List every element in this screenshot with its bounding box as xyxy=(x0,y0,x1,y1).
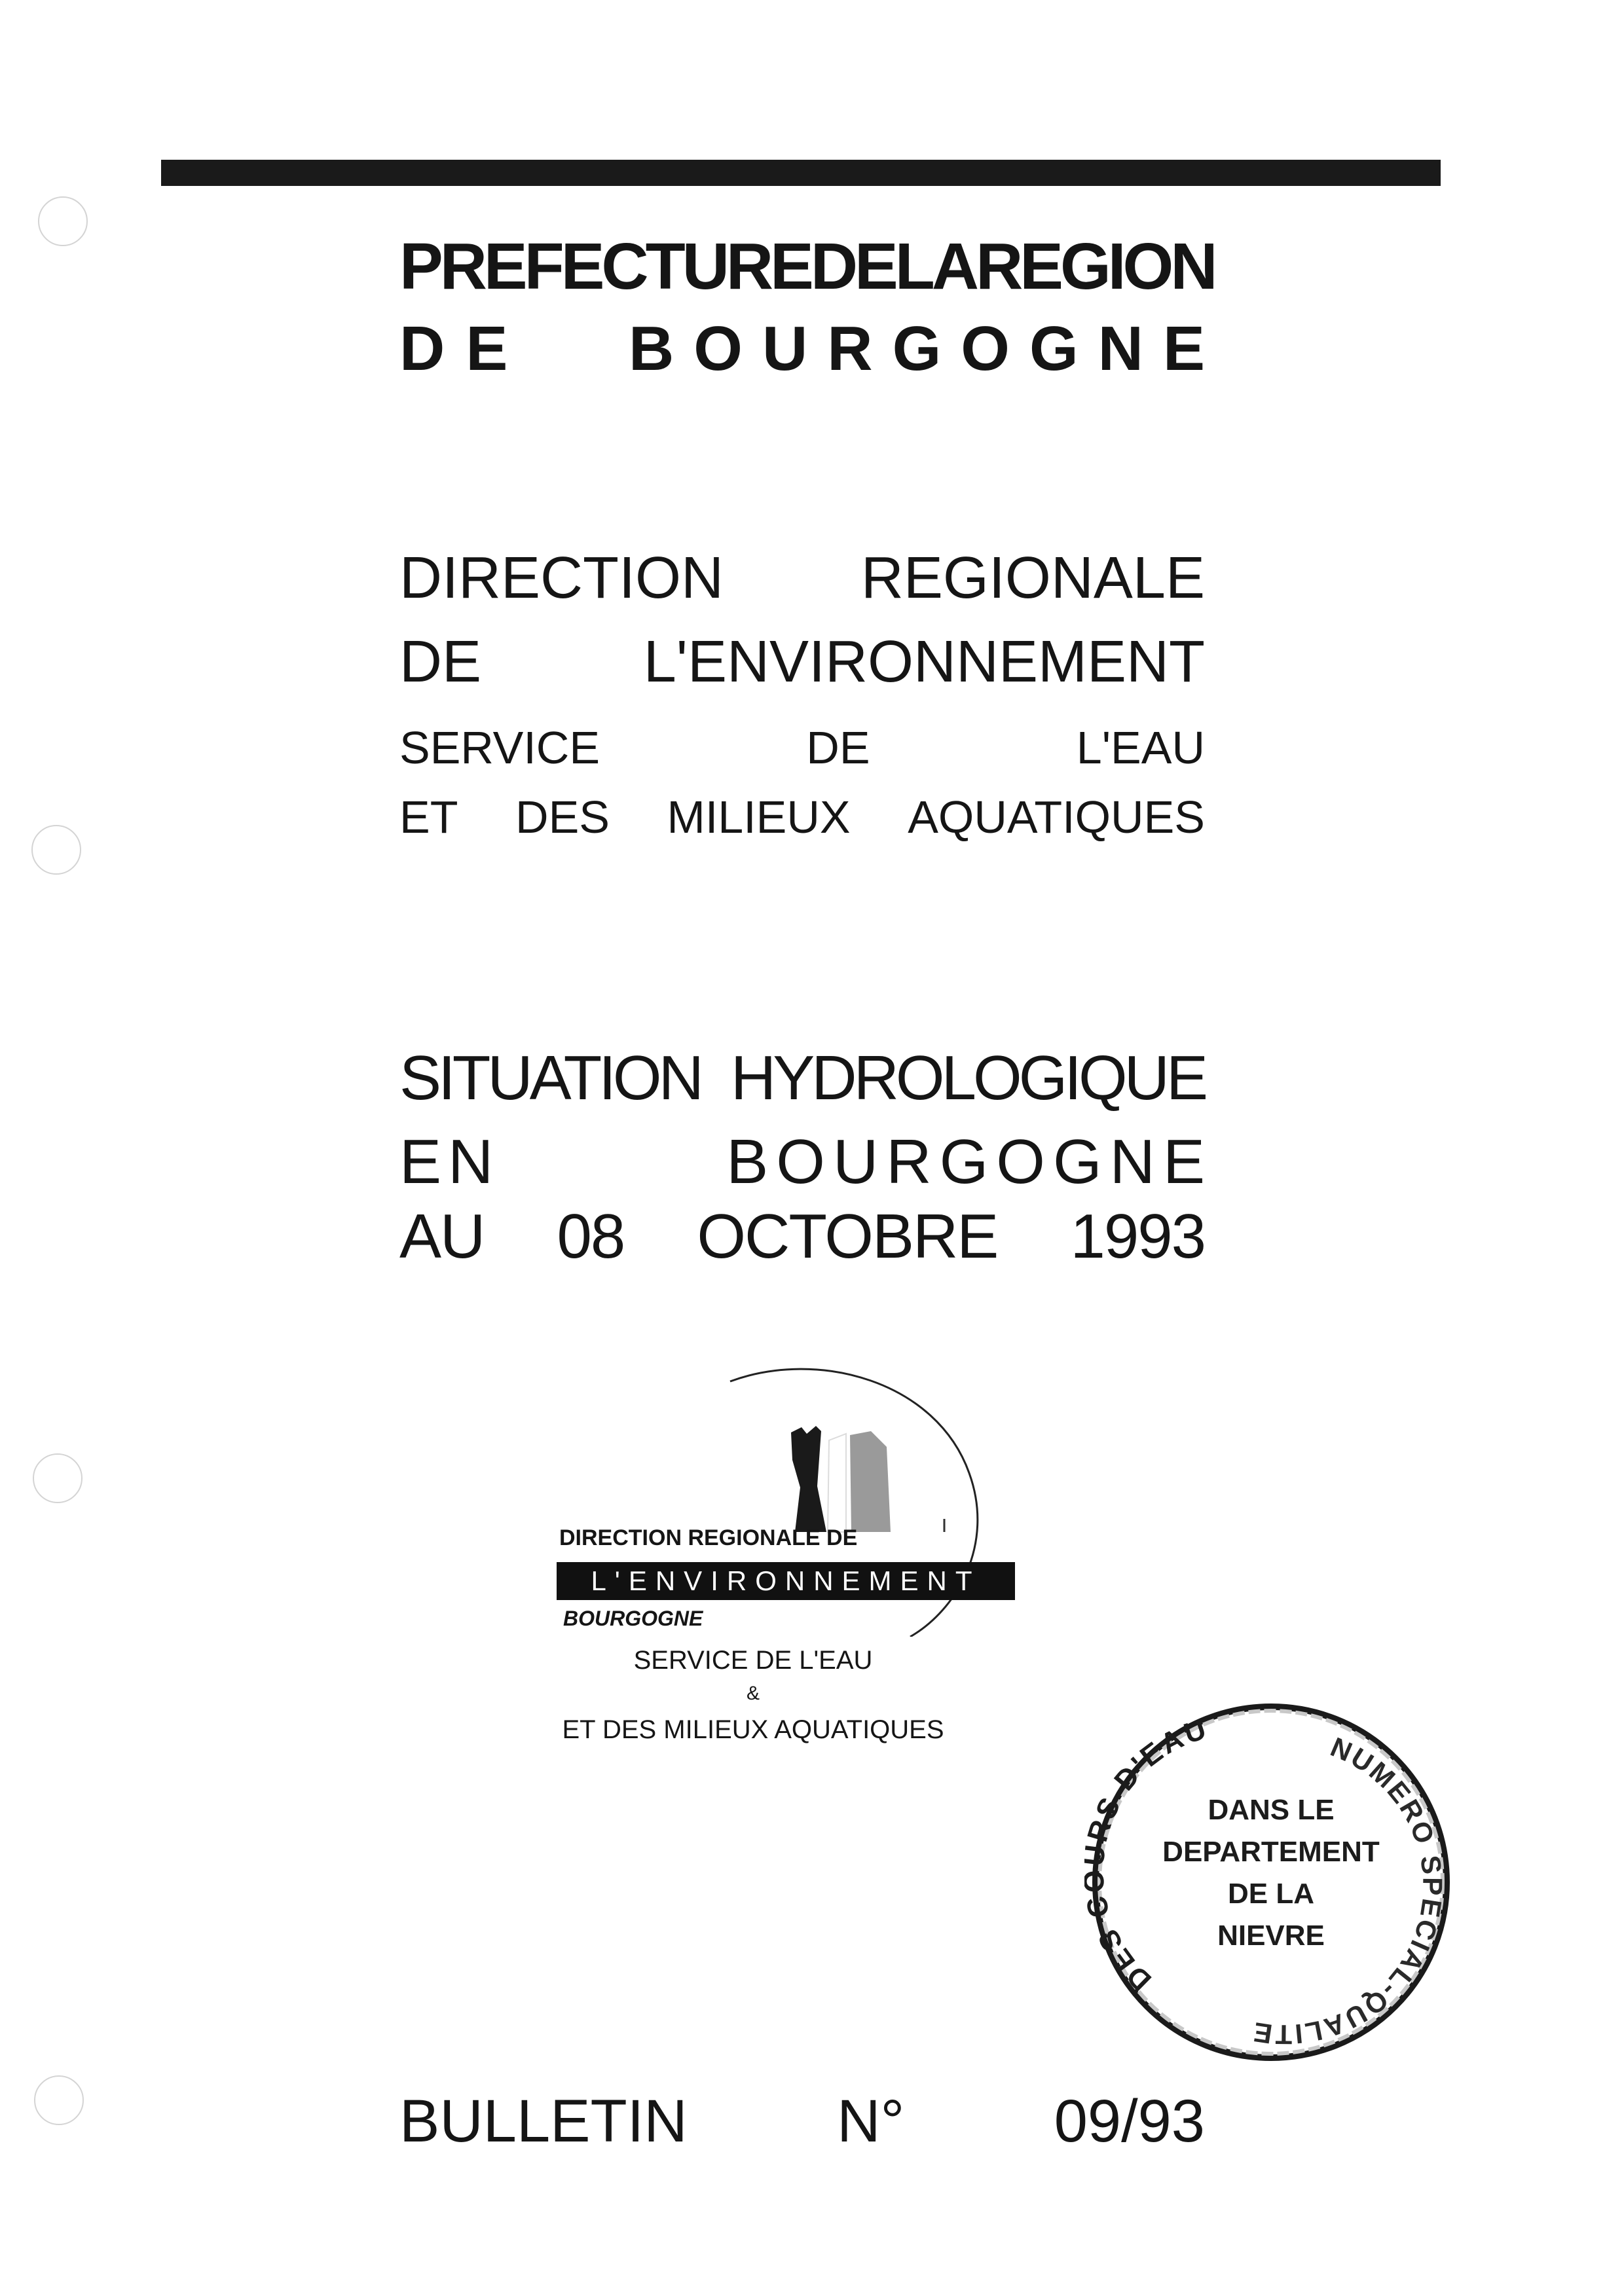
word: 08 xyxy=(557,1201,625,1271)
flag-red-stroke-icon xyxy=(850,1431,891,1532)
direction-line3 xyxy=(399,721,1205,776)
bulletin-number-line xyxy=(399,2087,1205,2163)
direction-line4 xyxy=(399,791,1205,846)
logo-milieux-text: ET DES MILIEUX AQUATIQUES xyxy=(562,1715,944,1744)
bulletin-label: BULLETIN xyxy=(399,2088,688,2155)
word: OCTOBRE xyxy=(697,1201,998,1271)
word: DE xyxy=(806,722,870,773)
word: DE xyxy=(810,230,895,303)
word: DIRECTION xyxy=(399,545,724,611)
top-rule xyxy=(161,160,1441,186)
word: SERVICE xyxy=(399,722,600,773)
stamp-ring-right-text: NUMERO SPECIAL-QUALITE xyxy=(1249,1731,1449,2050)
prefecture-heading-line2 xyxy=(399,313,1225,392)
stamp-ring-left-text: DES RS D'EAU xyxy=(1084,1712,1213,1997)
situation-line2 xyxy=(399,1126,1213,1202)
word: ET xyxy=(399,792,458,843)
punch-hole xyxy=(34,2075,84,2125)
logo-direction-text: DIRECTION REGIONALE DE xyxy=(559,1525,858,1550)
bulletin-no-label: N° xyxy=(837,2088,905,2155)
word: MILIEUX xyxy=(667,792,851,843)
flag-blue-stroke-icon xyxy=(791,1426,826,1532)
word: REGIONALE xyxy=(860,545,1205,611)
word: DES xyxy=(515,792,610,843)
punch-hole xyxy=(31,825,81,875)
situation-line3 xyxy=(399,1201,1205,1277)
word: L'EAU xyxy=(1076,722,1205,773)
situation-line1 xyxy=(399,1042,1205,1118)
word: BOURGOGNE xyxy=(628,314,1225,384)
logo-ampersand: & xyxy=(746,1683,760,1704)
word: HYDROLOGIQUE xyxy=(730,1043,1205,1113)
direction-line1 xyxy=(399,545,1205,617)
word: BOURGOGNE xyxy=(726,1127,1213,1197)
diren-logo xyxy=(544,1336,1041,1781)
bulletin-number: 09/93 xyxy=(1054,2088,1205,2155)
prefecture-heading-line1 xyxy=(399,229,1215,308)
logo-region-text: BOURGOGNE xyxy=(563,1607,703,1630)
flag-white-stroke-icon xyxy=(828,1434,846,1532)
word: DE xyxy=(399,314,529,384)
word: L'ENVIRONNEMENT xyxy=(643,629,1205,695)
stamp-line: NIEVRE xyxy=(1217,1920,1325,1952)
logo-service-text: SERVICE DE L'EAU xyxy=(633,1646,873,1675)
special-issue-stamp xyxy=(1084,1696,1458,2069)
punch-hole xyxy=(38,196,88,246)
word: PREFECTURE xyxy=(399,230,811,303)
word: LA xyxy=(895,230,976,303)
word: AU xyxy=(399,1201,485,1271)
punch-hole xyxy=(33,1453,83,1503)
stamp-line: DE LA xyxy=(1228,1878,1314,1910)
logo-environnement-bar: L'ENVIRONNEMENT xyxy=(557,1562,1015,1600)
word: SITUATION xyxy=(399,1043,701,1113)
stamp-line: DANS LE xyxy=(1208,1794,1335,1826)
word: REGION xyxy=(976,230,1215,303)
direction-line2 xyxy=(399,629,1205,701)
word: DE xyxy=(399,629,482,695)
word: 1993 xyxy=(1070,1201,1205,1271)
word: EN xyxy=(399,1127,500,1197)
stamp-line: DEPARTEMENT xyxy=(1162,1836,1380,1868)
word: AQUATIQUES xyxy=(908,792,1205,843)
